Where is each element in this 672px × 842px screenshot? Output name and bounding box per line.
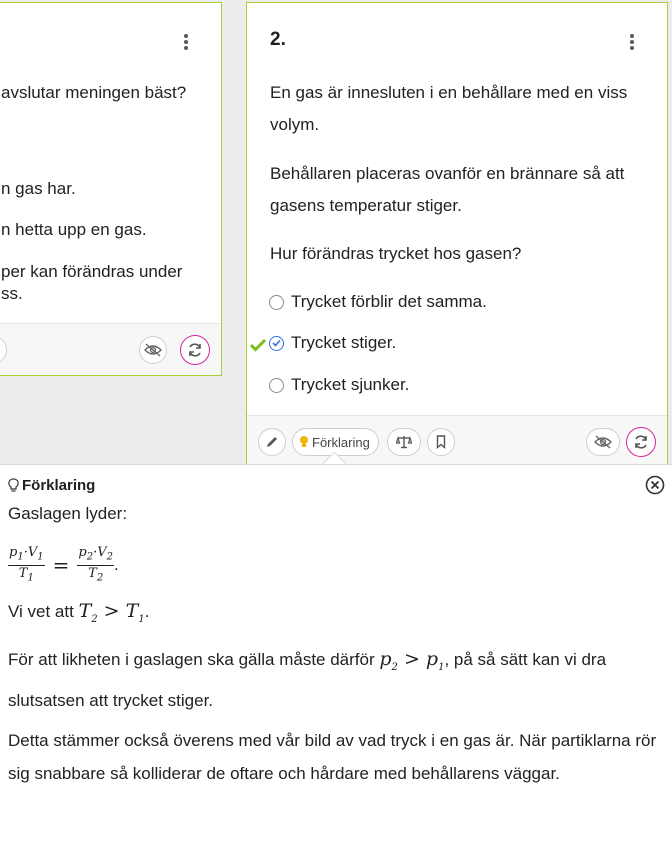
explanation-title [8, 477, 95, 494]
option-text-line: per kan förändras under [1, 262, 183, 281]
answer-option[interactable] [269, 375, 409, 395]
bookmark-icon [436, 435, 446, 449]
more-options-icon[interactable] [630, 34, 634, 50]
question-card-1 [0, 2, 222, 376]
explanation-intro: Gaslagen lyder: [8, 504, 128, 523]
correct-check-icon [250, 338, 266, 352]
more-options-icon[interactable] [184, 34, 188, 50]
close-button[interactable] [645, 475, 665, 500]
edit-button[interactable] [258, 428, 286, 456]
refresh-icon [187, 342, 203, 358]
answer-option-label: Trycket stiger. [291, 333, 397, 352]
card-footer [0, 323, 221, 376]
answer-option[interactable] [269, 292, 487, 312]
question-1-text: avslutar meningen bäst? [1, 83, 187, 102]
bookmark-button[interactable] [427, 428, 455, 456]
answer-option-label: Trycket förblir det samma. [291, 292, 487, 311]
compare-button[interactable] [387, 428, 421, 456]
option-text[interactable] [1, 261, 182, 305]
close-icon [645, 475, 665, 495]
answer-option-label: Trycket sjunker. [291, 375, 410, 394]
option-text-line: ss. [1, 284, 23, 303]
answer-option-selected[interactable] [269, 333, 396, 353]
eye-off-icon [594, 435, 612, 449]
formula-left-fraction: $\frac{p_1\cdot V_1}{T_1}$ [9, 545, 44, 584]
lightbulb-icon [8, 478, 19, 493]
pencil-icon [265, 435, 279, 449]
hide-button[interactable] [586, 428, 620, 456]
explanation-panel [0, 464, 672, 842]
option-text[interactable]: n hetta upp en gas. [1, 220, 147, 239]
radio-button[interactable] [269, 378, 284, 393]
gas-law-formula: $\frac{p_1\cdot V_1}{T_1}$ = $\frac{p_2\cdot V_2}{T_2}$ . [9, 545, 119, 584]
lightbulb-icon [299, 435, 309, 449]
explanation-final: Detta stämmer också överens med vår bild av vad tryck i en gas är. När partiklarna rör sig snabbare så kolliderar de oftare och hårdare med behållarens väggar. [8, 731, 657, 783]
eye-off-icon [144, 343, 162, 357]
hide-button[interactable] [139, 336, 167, 364]
option-text[interactable]: n gas har. [1, 179, 76, 198]
question-text: Behållaren placeras ovanför en brännare så att gasens temperatur stiger. [270, 164, 625, 215]
check-icon [272, 339, 281, 347]
radio-button[interactable] [269, 295, 284, 310]
refresh-button[interactable] [180, 335, 210, 365]
question-text: En gas är innesluten i en behållare med en viss volym. [270, 83, 628, 134]
explanation-title-text: Förklaring [22, 477, 96, 494]
refresh-icon [633, 434, 649, 450]
radio-button-checked[interactable] [269, 336, 284, 351]
formula-right-fraction: $\frac{p_2\cdot V_2}{T_2}$ [78, 545, 113, 584]
question-prompt: Hur förändras trycket hos gasen? [270, 244, 522, 263]
explanation-button-label: Förklaring [312, 434, 370, 450]
refresh-button[interactable] [626, 427, 656, 457]
explanation-conclusion: För att likheten i gaslagen ska gälla måste därför $p_2 > p_1$, på så sätt kan vi dra slutsatsen att trycket stiger. [8, 648, 607, 710]
hidden-button[interactable] [0, 336, 7, 364]
question-card-2 [246, 2, 668, 472]
scale-icon [396, 435, 412, 449]
question-number: 2. [270, 29, 286, 50]
explanation-known: Vi vet att $T_2 > T_1$. [8, 600, 150, 625]
